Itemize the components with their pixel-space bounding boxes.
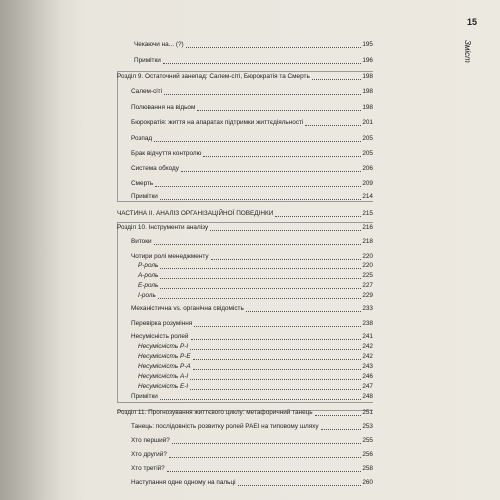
toc-entry-page: 241	[362, 333, 373, 340]
toc-entry-title: Р-роль	[138, 262, 159, 269]
toc-entry-page: 220	[362, 262, 373, 269]
toc-entry-title: Полювання на відьом	[131, 104, 196, 111]
toc-entry-title: Хто перший?	[131, 437, 170, 444]
toc-entry	[131, 320, 373, 328]
dot-leader	[190, 379, 361, 380]
toc-entry	[138, 272, 373, 280]
toc-entry-title: Е-роль	[138, 282, 159, 289]
frame-line	[117, 222, 118, 402]
toc-entry-title: І-роль	[138, 292, 156, 299]
toc-entry-title: Чекаючи на... (?)	[134, 41, 184, 48]
toc-entry-title: Розділ 11. Прогнозування життєвого циклу: метафоричний танець	[117, 409, 313, 416]
dot-leader	[197, 110, 361, 111]
toc-entry-page: 255	[362, 437, 373, 444]
toc-entry	[117, 210, 373, 218]
toc-entry-title: Система обходу	[131, 165, 179, 172]
toc-entry	[138, 363, 373, 371]
toc-entry-page: 253	[362, 423, 373, 430]
toc-entry-page: 227	[362, 282, 373, 289]
toc-entry-title: Несумісність Е-І	[138, 383, 189, 390]
toc-entry-page: 214	[362, 193, 373, 200]
toc-entry	[138, 343, 373, 351]
toc-entry-page: 248	[362, 393, 373, 400]
section-side-label: Зміст	[463, 40, 472, 63]
dot-leader	[154, 244, 362, 245]
toc-entry-page: 247	[362, 383, 373, 390]
toc-entry-title: Наступання одне одному на пальці	[131, 479, 236, 486]
toc-entry-page: 198	[362, 88, 373, 95]
dot-leader	[315, 415, 362, 416]
frame-line	[117, 402, 373, 403]
toc-entry	[131, 479, 373, 487]
dot-leader	[194, 326, 361, 327]
toc-entry	[131, 135, 373, 143]
dot-leader	[312, 79, 362, 80]
dot-leader	[169, 457, 361, 458]
dot-leader	[246, 311, 362, 312]
toc-entry-title: Хто третій?	[131, 465, 165, 472]
toc-entry-page: 201	[362, 119, 373, 126]
toc-entry-page: 220	[362, 253, 373, 260]
toc-entry	[131, 451, 373, 459]
toc-entry-title: Несумісність Р-А	[138, 363, 191, 370]
toc-entry-title: Бюрократія: життя на апаратах підтримки життєдіяльності	[131, 119, 304, 126]
toc-entry-page: 258	[362, 465, 373, 472]
toc-entry-page: 215	[362, 210, 373, 217]
toc-entry	[131, 253, 373, 261]
toc-entry-title: Розділ 9. Остаточний занепад: Салем-сіті, Бюрократія та Смерть	[117, 73, 310, 80]
toc-entry-title: Витоки	[131, 238, 152, 245]
toc-entry-title: А-роль	[138, 272, 159, 279]
dot-leader	[181, 171, 361, 172]
toc-entry-title: Перевірка розуміння	[131, 320, 193, 327]
toc-entry-page: 198	[362, 73, 373, 80]
toc-entry	[131, 119, 373, 127]
toc-entry	[131, 333, 373, 341]
toc-entry	[131, 180, 373, 188]
toc-entry-page: 216	[362, 224, 373, 231]
toc-entry-page: 195	[362, 41, 373, 48]
toc-entry-title: Несумісність ролей	[131, 333, 189, 340]
toc-entry-page: 218	[362, 238, 373, 245]
toc-entry	[131, 104, 373, 112]
toc-entry	[138, 383, 373, 391]
dot-leader	[154, 141, 361, 142]
toc-entry	[134, 57, 373, 65]
toc-entry-page: 198	[362, 104, 373, 111]
toc-entry	[131, 423, 373, 431]
page-number: 15	[467, 17, 478, 27]
toc-entry	[138, 353, 373, 361]
toc-entry-page: 243	[362, 363, 373, 370]
toc-entry-page: 225	[362, 272, 373, 279]
frame-line	[117, 71, 118, 201]
frame-line	[117, 71, 373, 72]
toc-entry-page: 246	[362, 373, 373, 380]
toc-entry-page: 205	[362, 135, 373, 142]
toc-entry	[138, 373, 373, 381]
toc-entry	[131, 393, 373, 401]
dot-leader	[172, 443, 361, 444]
dot-leader	[160, 268, 361, 269]
toc-entry-title: Механістична vs. органічна свідомість	[131, 305, 244, 312]
toc-entry	[131, 193, 373, 201]
dot-leader	[164, 94, 361, 95]
toc-entry-title: ЧАСТИНА ІІ. АНАЛІЗ ОРГАНІЗАЦІЙНОЇ ПОВЕДІНКИ	[117, 210, 274, 217]
toc-entry-title: Смерть	[131, 180, 154, 187]
dot-leader	[203, 156, 361, 157]
toc-entry-title: Розділ 10. Інструменти аналізу	[117, 224, 209, 231]
toc-entry-page: 260	[362, 479, 373, 486]
toc-entry-page: 251	[362, 409, 373, 416]
dot-leader	[238, 485, 362, 486]
toc-entry-page: 206	[362, 165, 373, 172]
toc-entry-page: 205	[362, 150, 373, 157]
dot-leader	[190, 389, 361, 390]
dot-leader	[160, 278, 361, 279]
toc-entry	[138, 292, 373, 300]
toc-entry	[117, 224, 373, 232]
toc-entry	[131, 150, 373, 158]
dot-leader	[210, 230, 361, 231]
toc-entry	[117, 73, 373, 81]
toc-entry-page: 229	[362, 292, 373, 299]
toc-entry	[117, 409, 373, 417]
toc-entry-title: Розпад	[131, 135, 153, 142]
dot-leader	[193, 359, 362, 360]
dot-leader	[163, 63, 362, 64]
toc-entry	[131, 165, 373, 173]
toc-entry-page: 196	[362, 57, 373, 64]
toc-entry	[131, 465, 373, 473]
frame-line	[117, 222, 373, 223]
dot-leader	[193, 369, 362, 370]
toc-entry	[131, 305, 373, 313]
toc-entry-title: Брак відчуття контролю	[131, 150, 202, 157]
toc-entry	[131, 88, 373, 96]
dot-leader	[191, 339, 362, 340]
toc-entry-page: 256	[362, 451, 373, 458]
dot-leader	[275, 216, 361, 217]
toc-entry	[131, 238, 373, 246]
dot-leader	[321, 429, 362, 430]
page-gutter-shadow	[0, 0, 60, 500]
toc-entry-page: 242	[362, 353, 373, 360]
toc-entry	[134, 41, 373, 49]
toc-entry	[131, 437, 373, 445]
dot-leader	[160, 199, 362, 200]
toc-entry-title: Примітки	[134, 57, 161, 64]
dot-leader	[190, 349, 361, 350]
dot-leader	[211, 259, 362, 260]
toc-entry-page: 209	[362, 180, 373, 187]
dot-leader	[167, 471, 362, 472]
toc-entry-title: Несумісність Р-І	[138, 343, 189, 350]
toc-entry-title: Хто другий?	[131, 451, 167, 458]
dot-leader	[155, 186, 361, 187]
toc-entry-page: 242	[362, 343, 373, 350]
dot-leader	[160, 288, 361, 289]
dot-leader	[305, 125, 361, 126]
dot-leader	[158, 298, 361, 299]
frame-line	[117, 201, 373, 202]
toc-entry	[138, 282, 373, 290]
toc-entry-title: Салем-сіті	[131, 88, 163, 95]
toc-entry-page: 233	[362, 305, 373, 312]
dot-leader	[186, 47, 362, 48]
toc-entry-title: Несумісність Р-Е	[138, 353, 191, 360]
toc-entry-title: Несумісність А-І	[138, 373, 189, 380]
toc-entry-title: Танець: послідовність розвитку ролей PAEI на типовому шляху	[131, 423, 319, 430]
toc-entry-page: 238	[362, 320, 373, 327]
toc-entry	[138, 262, 373, 270]
toc-entry-title: Примітки	[131, 193, 158, 200]
toc-entry-title: Примітки	[131, 393, 158, 400]
dot-leader	[160, 399, 362, 400]
toc-entry-title: Чотири ролі менеджменту	[131, 253, 209, 260]
